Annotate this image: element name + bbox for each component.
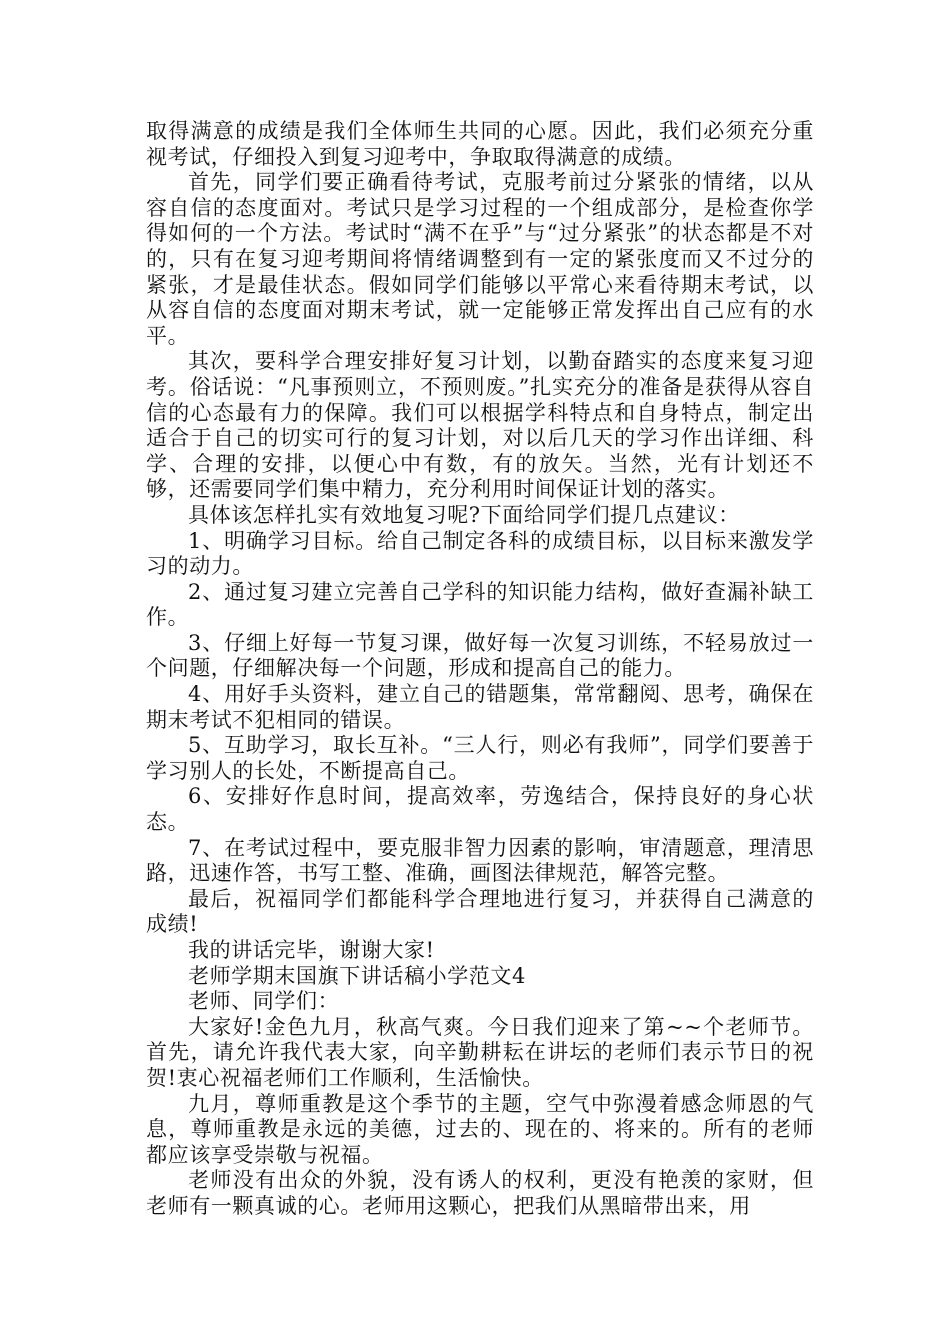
paragraph: 其次，要科学合理安排好复习计划，以勤奋踏实的态度来复习迎考。俗话说：“凡事预则立，不预则废。”扎实充分的准备是获得从容自信的心态最有力的保障。我们可以根据学科特点和自身特点，制定出适合于自己的切实可行的复习计划，对以后几天的学习作出详细、科学、合理的安排，以便心中有数，有的放矢。当然，光有计划还不够，还需要同学们集中精力，充分利用时间保证计划的落实。 xyxy=(146,349,814,502)
paragraph: 九月，尊师重教是这个季节的主题，空气中弥漫着感念师恩的气息，尊师重教是永远的美德，过去的、现在的、将来的。所有的老师都应该享受崇敬与祝福。 xyxy=(146,1091,814,1167)
salutation: 老师、同学们： xyxy=(188,989,340,1014)
paragraph: 大家好!金色九月，秋高气爽。今日我们迎来了第~~个老师节。首先，请允许我代表大家，向辛勤耕耘在讲坛的老师们表示节日的祝贺!衷心祝福老师们工作顺利，生活愉快。 xyxy=(146,1014,814,1090)
paragraph: 取得满意的成绩是我们全体师生共同的心愿。因此，我们必须充分重视考试，仔细投入到复习迎考中，争取取得满意的成绩。 xyxy=(146,119,814,169)
paragraph: 首先，同学们要正确看待考试，克服考前过分紧张的情绪，以从容自信的态度面对。考试只是学习过程的一个组成部分，是检查你学得如何的一个方法。考试时“满不在乎”与“过分紧张”的状态都是不对的，只有在复习迎考期间将情绪调整到有一定的紧张度而又不过分的紧张，才是最佳状态。假如同学们能够以平常心来看待期末考试，以从容自信的态度面对期末考试，就一定能够正常发挥出自己应有的水平。 xyxy=(146,170,814,348)
paragraph: 最后，祝福同学们都能科学合理地进行复习，并获得自己满意的成绩! xyxy=(146,886,814,937)
list-item: 5、互助学习，取长互补。“三人行，则必有我师”，同学们要善于学习别人的长处，不断提高自己。 xyxy=(146,733,814,783)
list-item: 3、仔细上好每一节复习课，做好每一次复习训练，不轻易放过一个问题，仔细解决每一个问题，形成和提高自己的能力。 xyxy=(146,630,814,681)
list-item: 4、用好手头资料，建立自己的错题集，常常翻阅、思考，确保在期末考试不犯相同的错误。 xyxy=(146,682,814,732)
paragraph: 我的讲话完毕，谢谢大家! xyxy=(188,938,435,962)
list-item: 6、安排好作息时间，提高效率，劳逸结合，保持良好的身心状态。 xyxy=(146,784,814,835)
paragraph: 老师没有出众的外貌，没有诱人的权利，更没有艳羡的家财，但老师有一颗真诚的心。老师用这颗心，把我们从黑暗带出来，用 xyxy=(146,1168,814,1218)
paragraph: 具体该怎样扎实有效地复习呢?下面给同学们提几点建议： xyxy=(188,502,740,527)
list-item: 2、通过复习建立完善自己学科的知识能力结构，做好查漏补缺工作。 xyxy=(146,579,814,630)
list-item: 1、明确学习目标。给自己制定各科的成绩目标，以目标来激发学习的动力。 xyxy=(146,528,814,579)
section-title: 老师学期末国旗下讲话稿小学范文4 xyxy=(188,963,526,988)
list-item: 7、在考试过程中，要克服非智力因素的影响，审清题意，理清思路，迅速作答，书写工整、准确，画图法律规范，解答完整。 xyxy=(146,835,814,886)
document-body xyxy=(146,119,814,1220)
